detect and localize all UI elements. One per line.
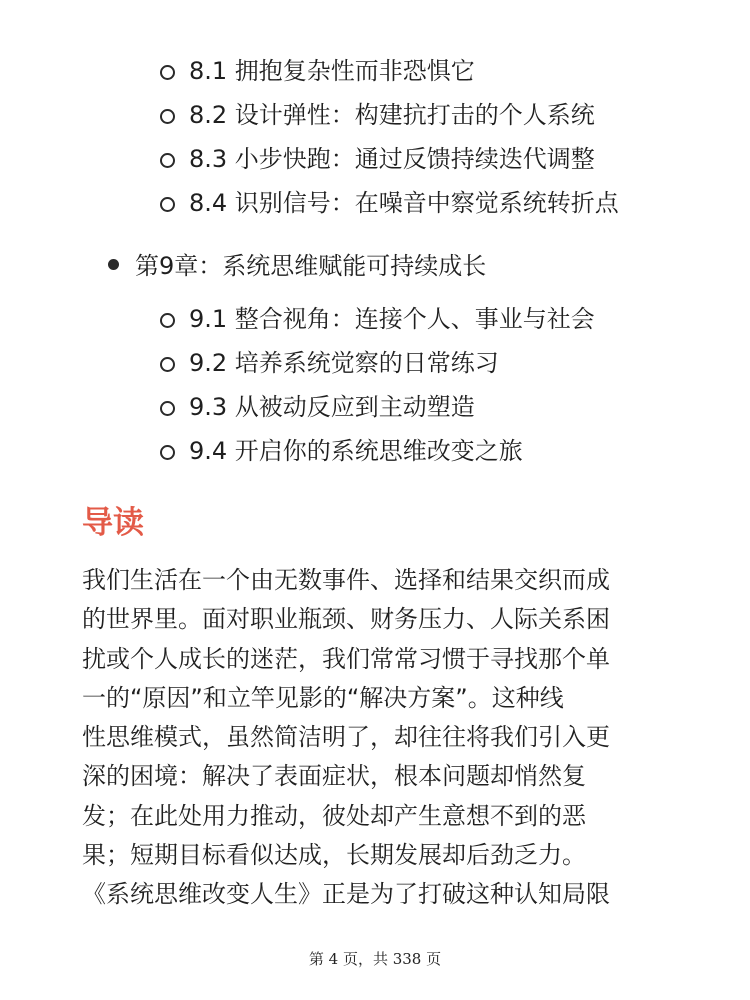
circle-bullet-icon bbox=[160, 357, 175, 372]
paragraph-line: 一的“原因”和立竿见影的“解决方案”。这种线 bbox=[82, 683, 564, 712]
intro-heading: 导读 bbox=[82, 505, 144, 541]
toc-chapter-label: 第9章：系统思维赋能可持续成长 bbox=[135, 251, 487, 280]
toc-section-9-1[interactable] bbox=[160, 297, 595, 341]
toc-section-8-1[interactable] bbox=[160, 49, 475, 93]
toc-section-label: 9.4 开启你的系统思维改变之旅 bbox=[189, 437, 523, 465]
toc-section-9-4[interactable] bbox=[160, 429, 523, 473]
toc-section-label: 8.3 小步快跑：通过反馈持续迭代调整 bbox=[189, 145, 595, 173]
toc-section-label: 8.2 设计弹性：构建抗打击的个人系统 bbox=[189, 101, 595, 129]
toc-section-9-3[interactable] bbox=[160, 385, 475, 429]
toc-section-9-2[interactable] bbox=[160, 341, 499, 385]
paragraph-line: 扰或个人成长的迷茫，我们常常习惯于寻找那个单 bbox=[82, 644, 610, 673]
paragraph-line: 深的困境：解决了表面症状，根本问题却悄然复 bbox=[82, 762, 586, 791]
toc-chapter-9[interactable] bbox=[108, 241, 486, 285]
circle-bullet-icon bbox=[160, 445, 175, 460]
toc-section-8-2[interactable] bbox=[160, 93, 595, 137]
paragraph-line: 的世界里。面对职业瓶颈、财务压力、人际关系困 bbox=[82, 605, 610, 634]
paragraph-line: 发；在此处用力推动，彼处却产生意想不到的恶 bbox=[82, 801, 586, 830]
toc-section-label: 9.1 整合视角：连接个人、事业与社会 bbox=[189, 305, 595, 333]
toc-section-label: 9.3 从被动反应到主动塑造 bbox=[189, 393, 475, 421]
circle-bullet-icon bbox=[160, 401, 175, 416]
circle-bullet-icon bbox=[160, 109, 175, 124]
circle-bullet-icon bbox=[160, 65, 175, 80]
circle-bullet-icon bbox=[160, 197, 175, 212]
toc-section-label: 9.2 培养系统觉察的日常练习 bbox=[189, 349, 499, 377]
toc-section-8-4[interactable] bbox=[160, 181, 619, 225]
disc-bullet-icon bbox=[108, 259, 119, 270]
paragraph-line: 《系统思维改变人生》正是为了打破这种认知局限 bbox=[82, 880, 610, 909]
paragraph-line: 性思维模式，虽然简洁明了，却往往将我们引入更 bbox=[82, 723, 610, 752]
page-indicator: 第 4 页，共 338 页 bbox=[308, 950, 442, 968]
circle-bullet-icon bbox=[160, 153, 175, 168]
toc-section-label: 8.1 拥抱复杂性而非恐惧它 bbox=[189, 57, 475, 85]
paragraph-line: 果；短期目标看似达成，长期发展却后劲乏力。 bbox=[82, 841, 586, 870]
paragraph-line: 我们生活在一个由无数事件、选择和结果交织而成 bbox=[82, 566, 610, 594]
circle-bullet-icon bbox=[160, 313, 175, 328]
intro-paragraph bbox=[82, 561, 672, 915]
toc-section-8-3[interactable] bbox=[160, 137, 595, 181]
toc-section-label: 8.4 识别信号：在噪音中察觉系统转折点 bbox=[189, 189, 619, 217]
